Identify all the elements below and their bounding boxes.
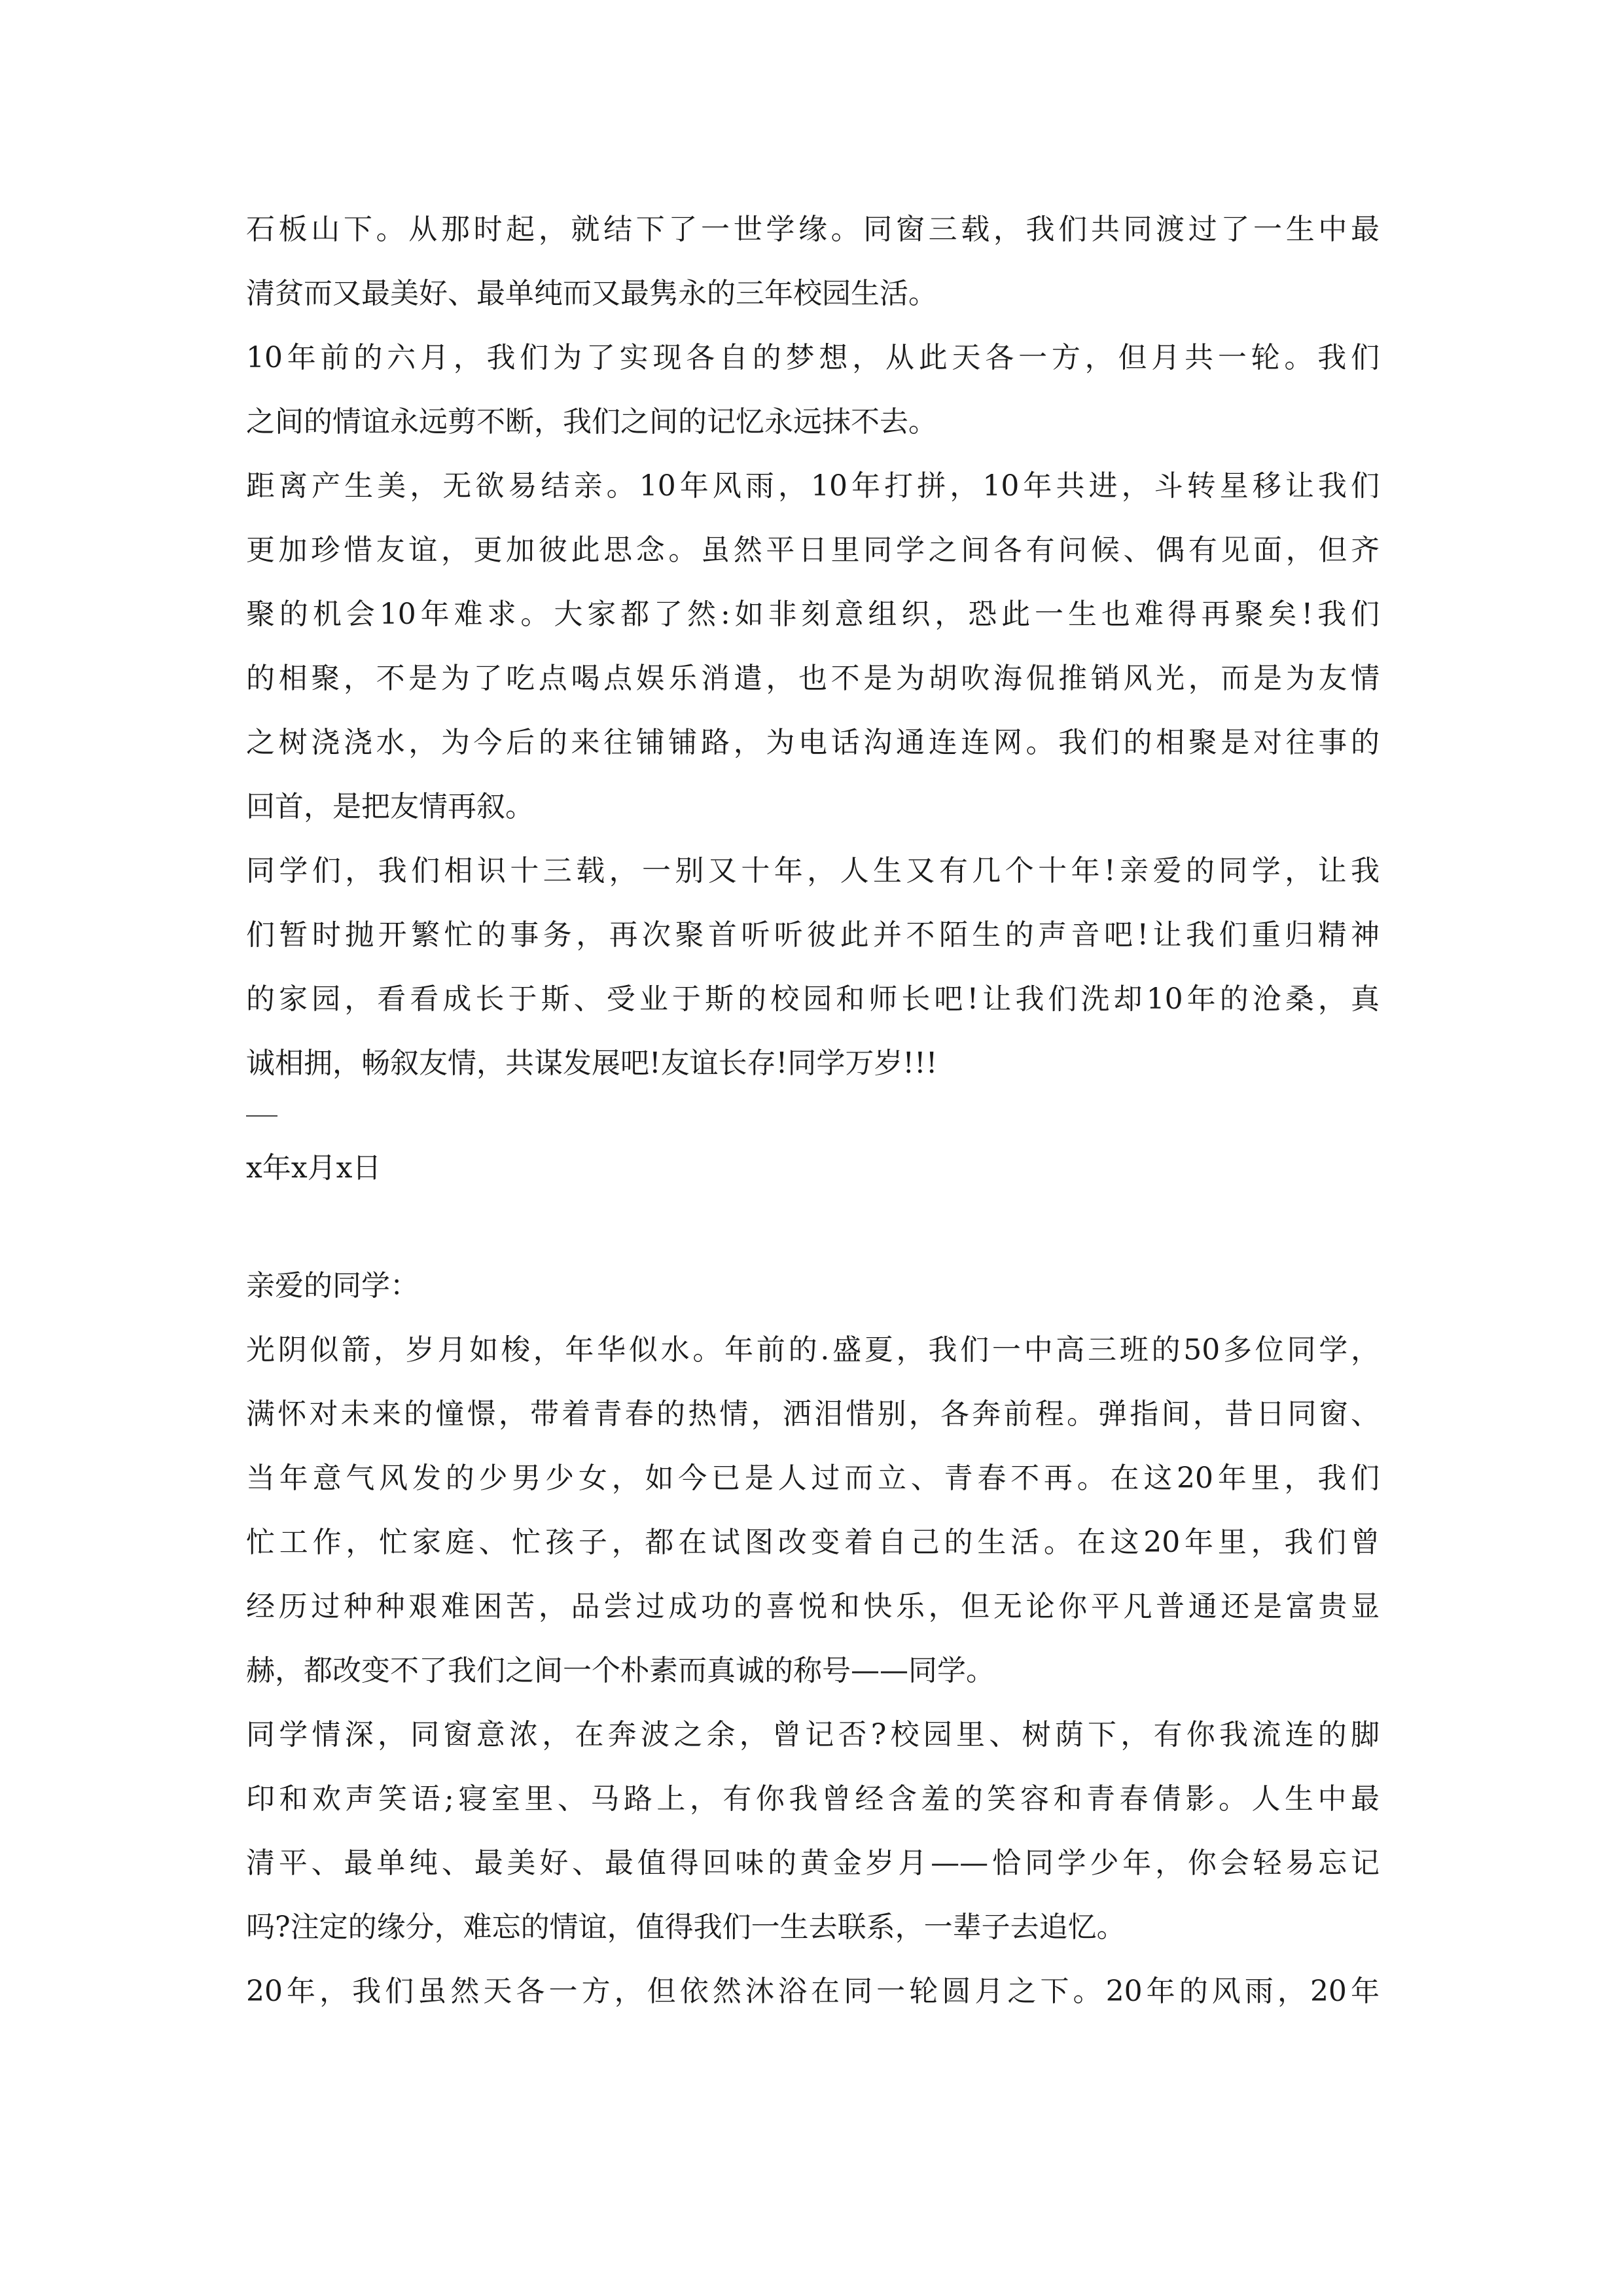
paragraph-line: 之树浇浇水，为今后的来往铺铺路，为电话沟通连连网。我们的相聚是对往事的 [246,726,1380,759]
paragraph-line: 聚的机会10年难求。大家都了然:如非刻意组织，恐此一生也难得再聚矣!我们 [246,598,1380,631]
paragraph-line: 的相聚，不是为了吃点喝点娱乐消遣，也不是为胡吹海侃推销风光，而是为友情 [246,662,1380,695]
paragraph-line: 10年前的六月，我们为了实现各自的梦想，从此天各一方，但月共一轮。我们 [246,341,1380,374]
paragraph-line: 距离产生美，无欲易结亲。10年风雨，10年打拼，10年共进，斗转星移让我们 [246,469,1380,503]
paragraph-line: 们暂时抛开繁忙的事务，再次聚首听听彼此并不陌生的声音吧!让我们重归精神 [246,918,1380,952]
letter-date: x年x月x日 [246,1151,382,1185]
paragraph-line: 忙工作，忙家庭、忙孩子，都在试图改变着自己的生活。在这20年里，我们曾 [246,1526,1380,1559]
paragraph-line: 同学们，我们相识十三载，一别又十年，人生又有几个十年!亲爱的同学，让我 [246,854,1380,888]
paragraph-line: 石板山下。从那时起，就结下了一世学缘。同窗三载，我们共同渡过了一生中最 [246,213,1380,246]
paragraph-line: 经历过种种艰难困苦，品尝过成功的喜悦和快乐，但无论你平凡普通还是富贵显 [246,1590,1380,1623]
paragraph-line: 诚相拥，畅叙友情，共谋发展吧!友谊长存!同学万岁!!! [246,1047,938,1080]
signature-dash [246,1115,277,1117]
letter-1-body [246,198,1380,1096]
paragraph-line: 回首，是把友情再叙。 [246,790,534,823]
paragraph-line: 满怀对未来的憧憬，带着青春的热情，洒泪惜别，各奔前程。弹指间，昔日同窗、 [246,1397,1380,1431]
paragraph-line: 印和欢声笑语;寝室里、马路上，有你我曾经含羞的笑容和青春倩影。人生中最 [246,1782,1380,1816]
section-gap [246,1200,1380,1254]
document-page [246,198,1380,2024]
paragraph-line: 吗?注定的缘分，难忘的情谊，值得我们一生去联系，一辈子去追忆。 [246,1910,1126,1944]
paragraph-line: 清平、最单纯、最美好、最值得回味的黄金岁月——恰同学少年，你会轻易忘记 [246,1846,1380,1880]
paragraph-line: 之间的情谊永远剪不断，我们之间的记忆永远抹不去。 [246,405,937,439]
paragraph-line: 赫，都改变不了我们之间一个朴素而真诚的称号——同学。 [246,1654,995,1687]
paragraph-line: 同学情深，同窗意浓，在奔波之余，曾记否?校园里、树荫下，有你我流连的脚 [246,1718,1380,1751]
paragraph-line: 的家园，看看成长于斯、受业于斯的校园和师长吧!让我们洗却10年的沧桑，真 [246,982,1380,1016]
paragraph-line: 清贫而又最美好、最单纯而又最隽永的三年校园生活。 [246,277,937,310]
paragraph-line: 当年意气风发的少男少女，如今已是人过而立、青春不再。在这20年里，我们 [246,1462,1380,1495]
letter-2-body [246,1254,1380,2024]
paragraph-line: 光阴似箭，岁月如梭，年华似水。年前的.盛夏，我们一中高三班的50多位同学， [246,1333,1380,1367]
paragraph-line: 20年，我们虽然天各一方，但依然沐浴在同一轮圆月之下。20年的风雨，20年 [246,1975,1380,2008]
paragraph-line: 更加珍惜友谊，更加彼此思念。虽然平日里同学之间各有问候、偶有见面，但齐 [246,533,1380,567]
letter-greeting: 亲爱的同学： [246,1269,419,1302]
